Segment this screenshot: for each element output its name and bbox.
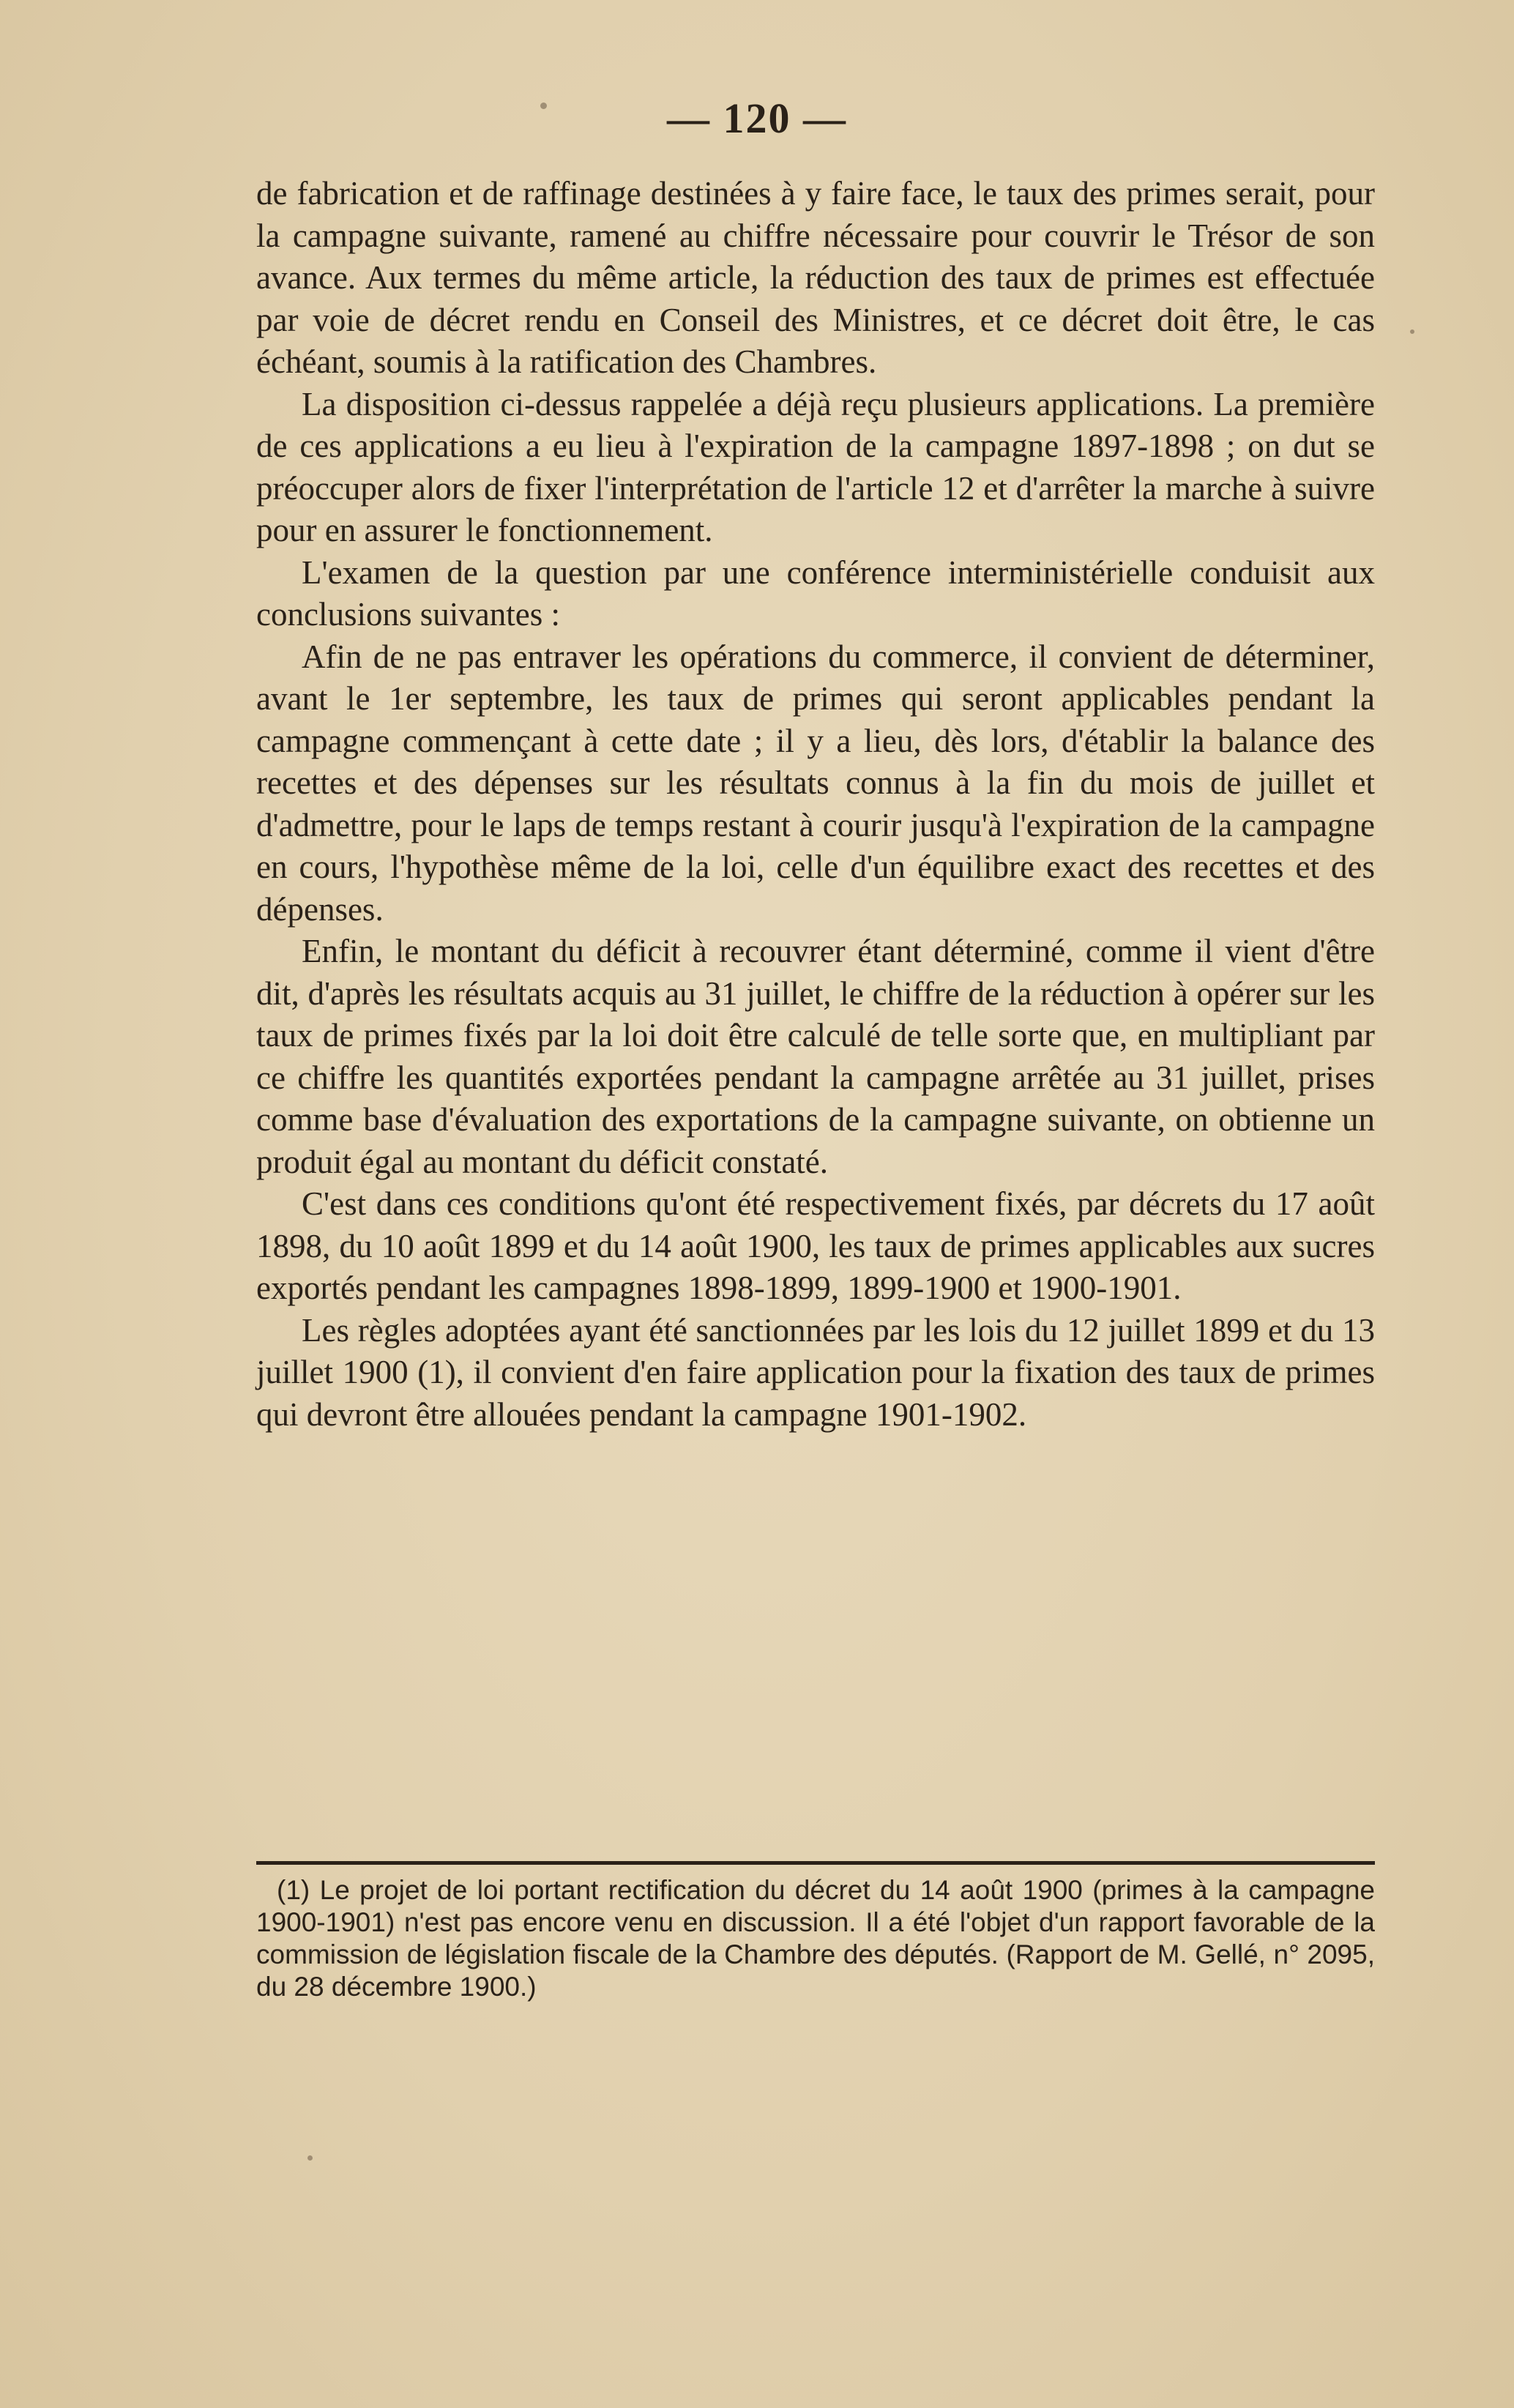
paragraph: C'est dans ces conditions qu'ont été respectivement fixés, par décrets du 17 août 1898, du 10 août 1899 et du 14 août 1900, les taux de primes applicables aux sucres exportés pendant les campagnes 1898-1899, 1899-1900 et 1900-1901. [256, 1185, 1375, 1306]
footnote-divider [256, 1861, 1375, 1865]
paragraph: Enfin, le montant du déficit à recouvrer étant déterminé, comme il vient d'être dit, d'après les résultats acquis au 31 juillet, le chiffre de la réduction à opérer sur les taux de primes fixés par la loi doit être calculé de telle sorte que, en multipliant par ce chiffre les quantités exportées pendant la campagne arrêtée au 31 juillet, prises comme base d'évaluation des exportations de la campagne suivante, on obtienne un produit égal au montant du déficit constaté. [256, 933, 1375, 1180]
paragraph: Afin de ne pas entraver les opérations du commerce, il convient de déterminer, avant le 1er septembre, les taux de primes qui seront applicables pendant la campagne commençant à cette date ; il y a lieu, dès lors, d'établir la balance des recettes et des dépenses sur les résultats connus à la fin du mois de juillet et d'admettre, pour le laps de temps restant à courir jusqu'à l'expiration de la campagne en cours, l'hypothèse même de la loi, celle d'un équilibre exact des recettes et des dépenses. [256, 638, 1375, 928]
body-text [256, 173, 1375, 1436]
paragraph: Les règles adoptées ayant été sanctionnées par les lois du 12 juillet 1899 et du 13 juillet 1900 (1), il convient d'en faire application pour la fixation des taux de primes qui devront être allouées pendant la campagne 1901-1902. [256, 1311, 1375, 1433]
paper-speck [540, 102, 547, 109]
footnote: (1) Le projet de loi portant rectification du décret du 14 août 1900 (primes à la campagne 1900-1901) n'est pas encore venu en discussion. Il a été l'objet d'un rapport favorable de la commission de législation fiscale de la Chambre des députés. (Rapport de M. Gellé, n° 2095, du 28 décembre 1900.) [256, 1875, 1375, 2002]
paragraph: L'examen de la question par une conférence interministérielle conduisit aux conclusions suivantes : [256, 553, 1375, 633]
paper-speck [307, 2155, 313, 2161]
page-number: — 120 — [667, 94, 847, 142]
paper-speck [1410, 329, 1414, 334]
paragraph: La disposition ci-dessus rappelée a déjà reçu plusieurs applications. La première de ces applications a eu lieu à l'expiration de la campagne 1897-1898 ; on dut se préoccuper alors de fixer l'interprétation de l'article 12 et d'arrêter la marche à suivre pour en assurer le fonctionnement. [256, 385, 1375, 548]
paragraph-continuation: de fabrication et de raffinage destinées à y faire face, le taux des primes serait, pour la campagne suivante, ramené au chiffre nécessaire pour couvrir le Trésor de son avance. Aux termes du même article, la réduction des taux de primes est effectuée par voie de décret rendu en Conseil des Ministres, et ce décret doit être, le cas échéant, soumis à la ratification des Chambres. [256, 175, 1375, 380]
